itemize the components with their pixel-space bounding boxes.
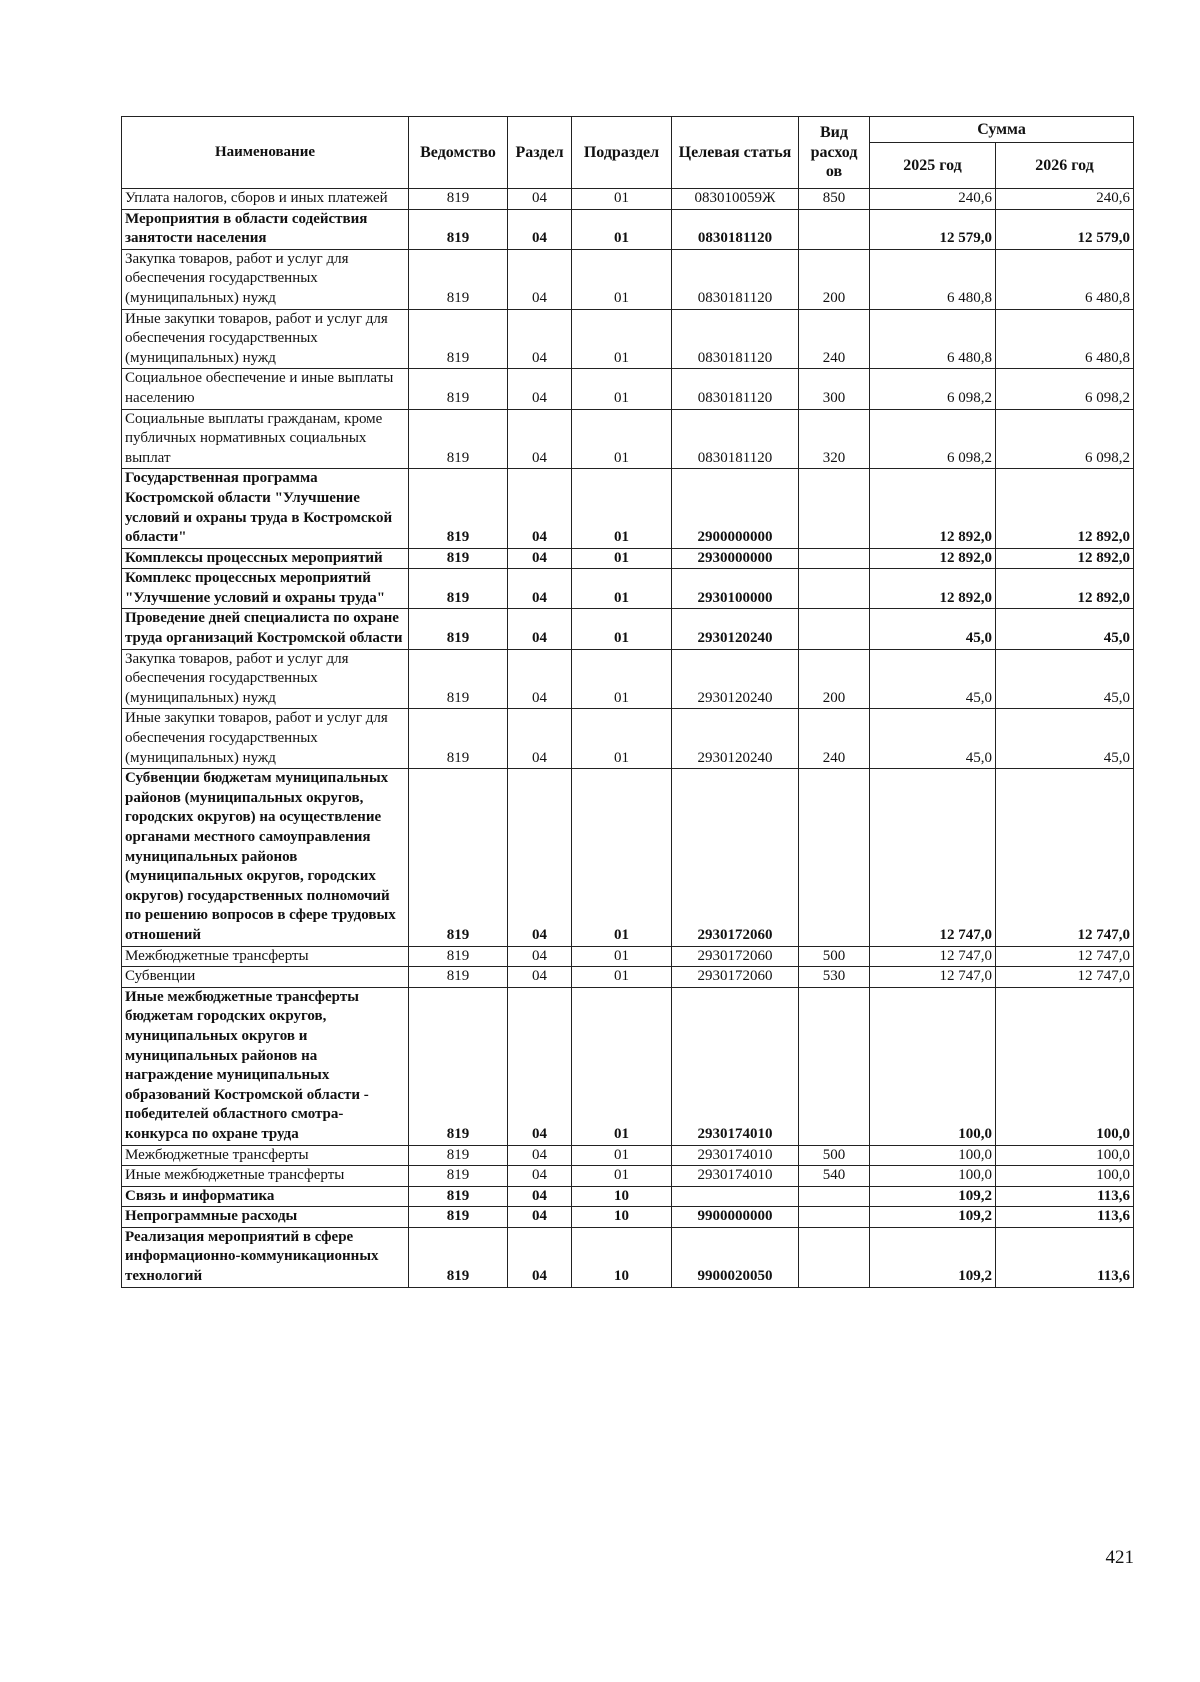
row-sum-2026: 45,0 bbox=[996, 609, 1134, 649]
row-vedomstvo: 819 bbox=[409, 469, 508, 548]
table-row bbox=[122, 409, 1134, 469]
row-vid bbox=[799, 548, 870, 569]
row-sum-2026: 12 892,0 bbox=[996, 548, 1134, 569]
table-row bbox=[122, 469, 1134, 548]
row-sum-2026: 113,6 bbox=[996, 1227, 1134, 1287]
row-vid: 320 bbox=[799, 409, 870, 469]
row-name: Проведение дней специалиста по охране труда организаций Костромской области bbox=[122, 609, 409, 649]
row-sum-2025: 100,0 bbox=[870, 1166, 996, 1187]
row-podrazdel: 10 bbox=[572, 1227, 672, 1287]
row-sum-2026: 6 480,8 bbox=[996, 309, 1134, 369]
table-row bbox=[122, 249, 1134, 309]
row-vedomstvo: 819 bbox=[409, 609, 508, 649]
row-podrazdel: 01 bbox=[572, 548, 672, 569]
table-row bbox=[122, 967, 1134, 988]
row-sum-2026: 6 480,8 bbox=[996, 249, 1134, 309]
row-sum-2026: 12 747,0 bbox=[996, 946, 1134, 967]
row-sum-2025: 6 480,8 bbox=[870, 249, 996, 309]
row-target: 083010059Ж bbox=[672, 189, 799, 210]
row-name: Иные закупки товаров, работ и услуг для обеспечения государственных (муниципальных) нужд bbox=[122, 309, 409, 369]
row-sum-2025: 6 098,2 bbox=[870, 409, 996, 469]
row-target: 9900000000 bbox=[672, 1207, 799, 1228]
row-target: 0830181120 bbox=[672, 409, 799, 469]
row-vedomstvo: 819 bbox=[409, 1227, 508, 1287]
table-row bbox=[122, 987, 1134, 1145]
table-row bbox=[122, 309, 1134, 369]
row-vedomstvo: 819 bbox=[409, 189, 508, 210]
row-name: Комплексы процессных мероприятий bbox=[122, 548, 409, 569]
row-vid: 240 bbox=[799, 709, 870, 769]
row-sum-2026: 113,6 bbox=[996, 1186, 1134, 1207]
row-name: Субвенции bbox=[122, 967, 409, 988]
table-row bbox=[122, 569, 1134, 609]
row-sum-2026: 12 892,0 bbox=[996, 569, 1134, 609]
row-name: Государственная программа Костромской области "Улучшение условий и охраны труда в Костромской области" bbox=[122, 469, 409, 548]
row-vedomstvo: 819 bbox=[409, 249, 508, 309]
row-razdel: 04 bbox=[508, 987, 572, 1145]
table-row bbox=[122, 1166, 1134, 1187]
row-razdel: 04 bbox=[508, 1186, 572, 1207]
row-sum-2026: 12 579,0 bbox=[996, 209, 1134, 249]
row-razdel: 04 bbox=[508, 946, 572, 967]
row-target bbox=[672, 1186, 799, 1207]
row-target: 2930120240 bbox=[672, 649, 799, 709]
row-target: 0830181120 bbox=[672, 369, 799, 409]
table-row bbox=[122, 1227, 1134, 1287]
row-target: 2900000000 bbox=[672, 469, 799, 548]
row-sum-2025: 12 747,0 bbox=[870, 946, 996, 967]
header-podrazdel: Подраздел bbox=[572, 117, 672, 189]
table-row bbox=[122, 946, 1134, 967]
row-sum-2025: 6 098,2 bbox=[870, 369, 996, 409]
row-podrazdel: 01 bbox=[572, 409, 672, 469]
row-name: Социальные выплаты гражданам, кроме публичных нормативных социальных выплат bbox=[122, 409, 409, 469]
row-sum-2025: 45,0 bbox=[870, 609, 996, 649]
row-vid bbox=[799, 209, 870, 249]
row-sum-2026: 100,0 bbox=[996, 987, 1134, 1145]
row-sum-2026: 6 098,2 bbox=[996, 409, 1134, 469]
row-razdel: 04 bbox=[508, 1166, 572, 1187]
table-row bbox=[122, 369, 1134, 409]
row-podrazdel: 01 bbox=[572, 609, 672, 649]
row-sum-2025: 100,0 bbox=[870, 987, 996, 1145]
row-target: 2930172060 bbox=[672, 769, 799, 946]
row-sum-2026: 45,0 bbox=[996, 709, 1134, 769]
row-podrazdel: 10 bbox=[572, 1207, 672, 1228]
row-vedomstvo: 819 bbox=[409, 946, 508, 967]
row-razdel: 04 bbox=[508, 1227, 572, 1287]
row-vedomstvo: 819 bbox=[409, 967, 508, 988]
row-target: 2930172060 bbox=[672, 946, 799, 967]
row-vedomstvo: 819 bbox=[409, 209, 508, 249]
row-vedomstvo: 819 bbox=[409, 1145, 508, 1166]
row-sum-2025: 6 480,8 bbox=[870, 309, 996, 369]
row-vedomstvo: 819 bbox=[409, 569, 508, 609]
row-podrazdel: 01 bbox=[572, 987, 672, 1145]
table-row bbox=[122, 769, 1134, 946]
header-target: Целевая статья bbox=[672, 117, 799, 189]
row-podrazdel: 01 bbox=[572, 769, 672, 946]
row-vedomstvo: 819 bbox=[409, 769, 508, 946]
row-sum-2025: 109,2 bbox=[870, 1186, 996, 1207]
row-target: 2930174010 bbox=[672, 987, 799, 1145]
table-row bbox=[122, 189, 1134, 210]
row-vid bbox=[799, 1207, 870, 1228]
table-row bbox=[122, 548, 1134, 569]
row-podrazdel: 01 bbox=[572, 946, 672, 967]
row-sum-2026: 6 098,2 bbox=[996, 369, 1134, 409]
row-podrazdel: 01 bbox=[572, 369, 672, 409]
row-sum-2025: 240,6 bbox=[870, 189, 996, 210]
row-sum-2026: 12 892,0 bbox=[996, 469, 1134, 548]
row-razdel: 04 bbox=[508, 209, 572, 249]
row-podrazdel: 01 bbox=[572, 1145, 672, 1166]
row-sum-2025: 109,2 bbox=[870, 1227, 996, 1287]
row-name: Комплекс процессных мероприятий "Улучшение условий и охраны труда" bbox=[122, 569, 409, 609]
row-razdel: 04 bbox=[508, 249, 572, 309]
row-razdel: 04 bbox=[508, 189, 572, 210]
row-sum-2025: 12 747,0 bbox=[870, 769, 996, 946]
row-sum-2026: 100,0 bbox=[996, 1145, 1134, 1166]
row-vid: 500 bbox=[799, 946, 870, 967]
row-podrazdel: 01 bbox=[572, 309, 672, 369]
row-target: 0830181120 bbox=[672, 249, 799, 309]
row-razdel: 04 bbox=[508, 369, 572, 409]
row-target: 0830181120 bbox=[672, 309, 799, 369]
row-sum-2025: 12 892,0 bbox=[870, 569, 996, 609]
table-row bbox=[122, 1186, 1134, 1207]
row-vid: 850 bbox=[799, 189, 870, 210]
row-razdel: 04 bbox=[508, 309, 572, 369]
row-vid: 540 bbox=[799, 1166, 870, 1187]
row-podrazdel: 01 bbox=[572, 189, 672, 210]
row-razdel: 04 bbox=[508, 548, 572, 569]
row-sum-2025: 109,2 bbox=[870, 1207, 996, 1228]
row-vedomstvo: 819 bbox=[409, 1186, 508, 1207]
row-razdel: 04 bbox=[508, 469, 572, 548]
table-row bbox=[122, 649, 1134, 709]
row-name: Мероприятия в области содействия занятости населения bbox=[122, 209, 409, 249]
row-razdel: 04 bbox=[508, 569, 572, 609]
row-razdel: 04 bbox=[508, 1145, 572, 1166]
row-razdel: 04 bbox=[508, 967, 572, 988]
row-target: 2930000000 bbox=[672, 548, 799, 569]
row-sum-2026: 113,6 bbox=[996, 1207, 1134, 1228]
header-2026: 2026 год bbox=[996, 143, 1134, 189]
row-vedomstvo: 819 bbox=[409, 649, 508, 709]
row-vedomstvo: 819 bbox=[409, 1207, 508, 1228]
row-podrazdel: 01 bbox=[572, 249, 672, 309]
row-name: Реализация мероприятий в сфере информационно-коммуникационных технологий bbox=[122, 1227, 409, 1287]
row-name: Социальное обеспечение и иные выплаты населению bbox=[122, 369, 409, 409]
row-razdel: 04 bbox=[508, 1207, 572, 1228]
row-podrazdel: 10 bbox=[572, 1186, 672, 1207]
header-2025: 2025 год bbox=[870, 143, 996, 189]
row-name: Межбюджетные трансферты bbox=[122, 1145, 409, 1166]
row-vedomstvo: 819 bbox=[409, 309, 508, 369]
row-target: 2930174010 bbox=[672, 1166, 799, 1187]
row-podrazdel: 01 bbox=[572, 209, 672, 249]
row-razdel: 04 bbox=[508, 649, 572, 709]
row-target: 2930100000 bbox=[672, 569, 799, 609]
row-name: Межбюджетные трансферты bbox=[122, 946, 409, 967]
row-name: Иные закупки товаров, работ и услуг для обеспечения государственных (муниципальных) нужд bbox=[122, 709, 409, 769]
row-podrazdel: 01 bbox=[572, 469, 672, 548]
row-vid: 300 bbox=[799, 369, 870, 409]
header-vid: Вид расход ов bbox=[799, 117, 870, 189]
row-sum-2025: 45,0 bbox=[870, 649, 996, 709]
row-vedomstvo: 819 bbox=[409, 987, 508, 1145]
row-sum-2025: 100,0 bbox=[870, 1145, 996, 1166]
row-vid bbox=[799, 1227, 870, 1287]
row-razdel: 04 bbox=[508, 709, 572, 769]
row-name: Иные межбюджетные трансферты бюджетам городских округов, муниципальных округов и муниципальных районов на награждение муниципальных образований Костромской области - победителей областного смотра-конкурса по охране труда bbox=[122, 987, 409, 1145]
row-podrazdel: 01 bbox=[572, 709, 672, 769]
row-sum-2025: 12 892,0 bbox=[870, 548, 996, 569]
row-razdel: 04 bbox=[508, 609, 572, 649]
row-razdel: 04 bbox=[508, 769, 572, 946]
row-vid bbox=[799, 469, 870, 548]
row-vedomstvo: 819 bbox=[409, 1166, 508, 1187]
row-razdel: 04 bbox=[508, 409, 572, 469]
row-podrazdel: 01 bbox=[572, 1166, 672, 1187]
row-vedomstvo: 819 bbox=[409, 409, 508, 469]
row-vedomstvo: 819 bbox=[409, 709, 508, 769]
row-vid bbox=[799, 1186, 870, 1207]
row-name: Закупка товаров, работ и услуг для обеспечения государственных (муниципальных) нужд bbox=[122, 249, 409, 309]
row-vid bbox=[799, 609, 870, 649]
row-vid: 200 bbox=[799, 249, 870, 309]
row-vid: 530 bbox=[799, 967, 870, 988]
row-name: Субвенции бюджетам муниципальных районов (муниципальных округов, городских округов) на осуществление органами местного самоуправления муниципальных районов (муниципальных округов, городских округов) государственных полномочий по решению вопросов в сфере трудовых отношений bbox=[122, 769, 409, 946]
row-target: 9900020050 bbox=[672, 1227, 799, 1287]
row-podrazdel: 01 bbox=[572, 649, 672, 709]
header-razdel: Раздел bbox=[508, 117, 572, 189]
row-vedomstvo: 819 bbox=[409, 548, 508, 569]
row-sum-2025: 12 579,0 bbox=[870, 209, 996, 249]
row-vid bbox=[799, 987, 870, 1145]
table-row bbox=[122, 1207, 1134, 1228]
row-name: Связь и информатика bbox=[122, 1186, 409, 1207]
row-podrazdel: 01 bbox=[572, 569, 672, 609]
row-vedomstvo: 819 bbox=[409, 369, 508, 409]
header-name: Наименование bbox=[122, 117, 409, 189]
row-sum-2025: 12 747,0 bbox=[870, 967, 996, 988]
row-vid bbox=[799, 569, 870, 609]
table-row bbox=[122, 209, 1134, 249]
table-body bbox=[122, 189, 1134, 1288]
table-row bbox=[122, 709, 1134, 769]
row-vid: 240 bbox=[799, 309, 870, 369]
page-number: 421 bbox=[1105, 1547, 1134, 1568]
row-sum-2026: 240,6 bbox=[996, 189, 1134, 210]
header-summa: Сумма bbox=[870, 117, 1134, 143]
row-vid: 200 bbox=[799, 649, 870, 709]
row-target: 2930172060 bbox=[672, 967, 799, 988]
row-sum-2025: 45,0 bbox=[870, 709, 996, 769]
header-vedomstvo: Ведомство bbox=[409, 117, 508, 189]
row-sum-2026: 100,0 bbox=[996, 1166, 1134, 1187]
row-vid bbox=[799, 769, 870, 946]
budget-table bbox=[121, 116, 1134, 1288]
row-target: 2930120240 bbox=[672, 709, 799, 769]
row-sum-2026: 12 747,0 bbox=[996, 769, 1134, 946]
table-row bbox=[122, 1145, 1134, 1166]
row-sum-2026: 45,0 bbox=[996, 649, 1134, 709]
row-sum-2025: 12 892,0 bbox=[870, 469, 996, 548]
row-name: Непрограммные расходы bbox=[122, 1207, 409, 1228]
row-target: 0830181120 bbox=[672, 209, 799, 249]
row-name: Уплата налогов, сборов и иных платежей bbox=[122, 189, 409, 210]
row-name: Иные межбюджетные трансферты bbox=[122, 1166, 409, 1187]
row-vid: 500 bbox=[799, 1145, 870, 1166]
row-sum-2026: 12 747,0 bbox=[996, 967, 1134, 988]
row-podrazdel: 01 bbox=[572, 967, 672, 988]
row-name: Закупка товаров, работ и услуг для обеспечения государственных (муниципальных) нужд bbox=[122, 649, 409, 709]
table-row bbox=[122, 609, 1134, 649]
row-target: 2930174010 bbox=[672, 1145, 799, 1166]
row-target: 2930120240 bbox=[672, 609, 799, 649]
